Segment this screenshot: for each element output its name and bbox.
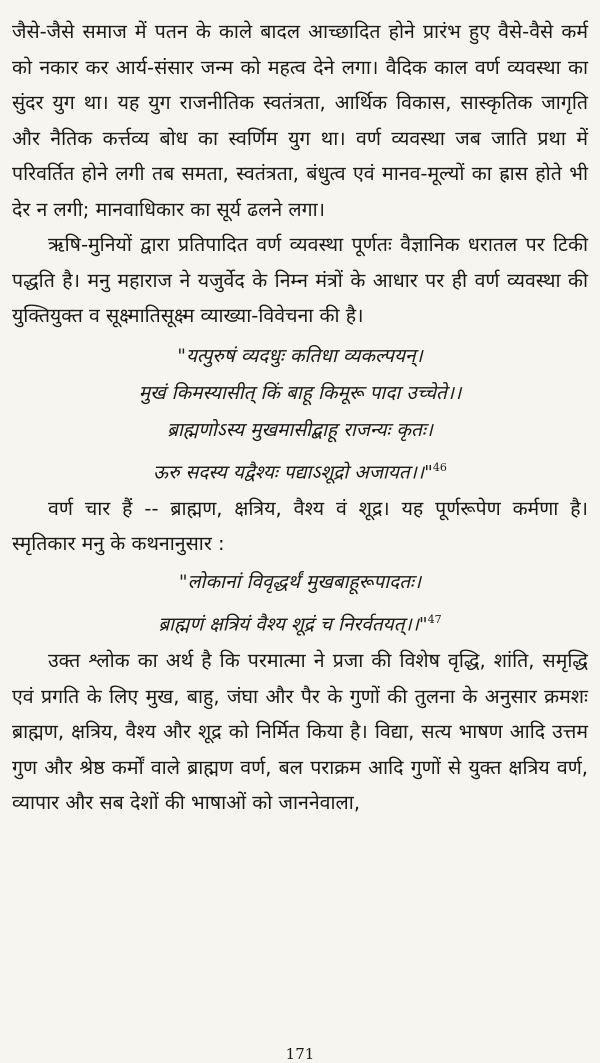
verse-line: "लोकानां विवृद्धर्थं मुखबाहूरूपादतः। bbox=[178, 570, 422, 593]
verse-line-text: ऊरु सदस्य यद्वैश्यः पद्याऽशूद्रो अजायत।।" bbox=[153, 460, 433, 483]
paragraph-four-varnas: वर्ण चार हैं -- ब्राह्मण, क्षत्रिय, वैश्य वं शूद्र। यह पूर्णरूपेण कर्मणा है। स्मृतिकार मनु के कथनानुसार : bbox=[12, 496, 588, 556]
verse-line-with-footnote bbox=[12, 601, 588, 643]
paragraph-varna-decline: जैसे-जैसे समाज में पतन के काले बादल आच्छादित होने प्रारंभ हुए वैसे-वैसे कर्म को नकार कर आर्य-संसार जन्म को महत्व देने लगा। वैदिक काल वर्ण व्यवस्था का सुंदर युग था। यह युग राजनीतिक स्वतंत्रता, आर्थिक विकास, सास्कृतिक जागृति और नैतिक कर्त्तव्य बोध का स्वर्णिम युग था। वर्ण व्यवस्था जब जाति प्रथा में परिवर्तित होने लगी तब समता, स्वतंत्रता, बंधुत्व एवं मानव-मूल्यों का ह्रास होते भी देर न लगी; मानवाधिकार का सूर्य ढलने लगा। bbox=[12, 20, 588, 221]
page-number: 171 bbox=[285, 1045, 315, 1063]
verse-line: ब्राह्मणोऽस्य मुखमासीद्बाहू राजन्यः कृतः। bbox=[167, 418, 433, 441]
verse-line-text: ब्राह्मणं क्षत्रियं वैश्य शूद्रं च निरर्वतयत्।।" bbox=[158, 613, 428, 636]
verse-line: मुखं किमस्यासीत् किं बाहू किमूरू पादा उच्चेते।। bbox=[138, 381, 462, 404]
manusmriti-verse bbox=[12, 564, 588, 643]
yajurveda-verse bbox=[12, 338, 588, 491]
footnote-marker: 46 bbox=[432, 460, 447, 474]
verse-line-with-footnote bbox=[12, 449, 588, 491]
verse-line: "यत्पुरुषं व्यदधुः कतिधा व्यकल्पयन्। bbox=[177, 344, 423, 367]
paragraph-varna-scientific: ऋषि-मुनियों द्वारा प्रतिपादित वर्ण व्यवस्था पूर्णतः वैज्ञानिक धरातल पर टिकी पद्धति है। मनु महाराज ने यजुर्वेद के निम्न मंत्रों के आधार पर ही वर्ण व्यवस्था की युक्तियुक्त व सूक्ष्मातिसूक्ष्म व्याख्या-विवेचना की है। bbox=[12, 233, 588, 327]
footnote-marker: 47 bbox=[427, 612, 442, 626]
paragraph-shloka-meaning: उक्त श्लोक का अर्थ है कि परमात्मा ने प्रजा की विशेष वृद्धि, शांति, समृद्धि एवं प्रगति के लिए मुख, बाहु, जंघा और पैर के गुणों की तुलना के अनुसार क्रमशः ब्राह्मण, क्षत्रिय, वैश्य और शूद्र को निर्मित किया है। विद्या, सत्य भाषण आदि उत्तम गुण और श्रेष्ठ कर्मों वाले ब्राह्मण वर्ण, बल पराक्रम आदि गुणों से युक्त क्षत्रिय वर्ण, व्यापार और सब देशों की भाषाओं को जाननेवाला, bbox=[12, 649, 588, 815]
